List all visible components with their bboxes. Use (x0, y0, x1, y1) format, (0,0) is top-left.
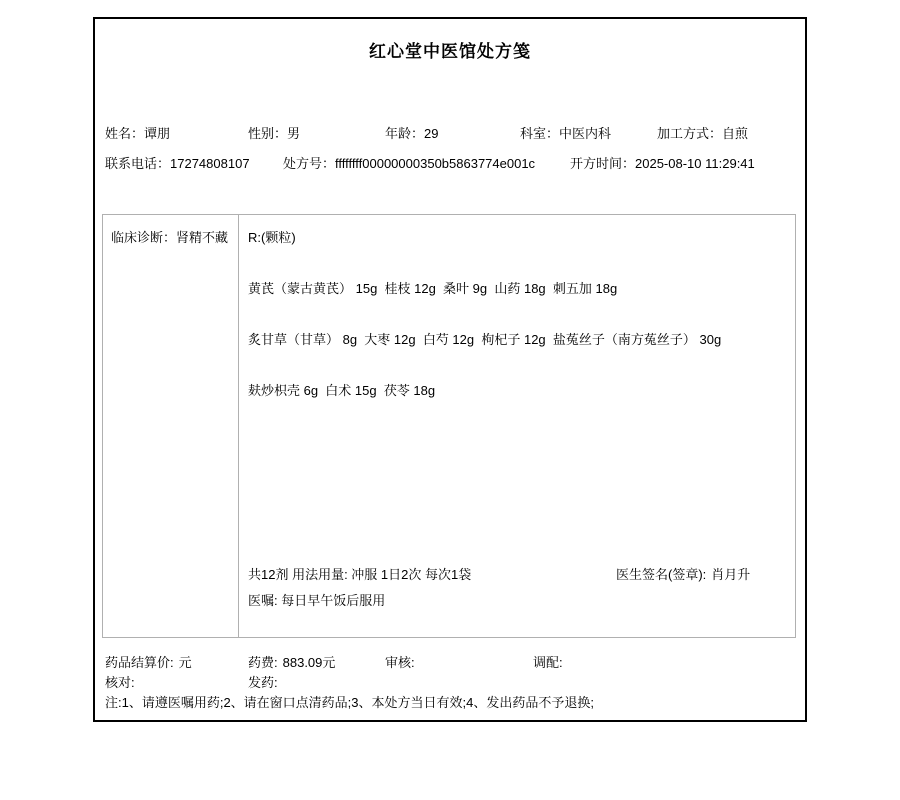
review-field: 审核: (385, 655, 415, 670)
medicine-line: 炙甘草（甘草） 8g 大枣 12g 白芍 12g 枸杞子 12g 盐菟丝子（南方菟丝子） 30g (248, 332, 722, 347)
check-field: 核对: (105, 675, 135, 690)
patient-age-label: 年龄： (385, 126, 425, 141)
patient-gender-label: 性别： (248, 126, 288, 141)
processing-method (657, 123, 748, 142)
medicine-fee (248, 652, 335, 671)
prescribe-time-value: 2025-08-10 11:29:41 (635, 156, 755, 171)
processing-method-value: 自煎 (722, 126, 749, 141)
patient-department (520, 123, 611, 142)
contact-phone (105, 153, 250, 172)
patient-gender (248, 123, 300, 142)
medicine-fee-label: 药费: (248, 655, 278, 670)
contact-phone-value: 17274808107 (170, 156, 250, 171)
diagnosis-column (103, 215, 239, 637)
dosage-row (248, 564, 786, 583)
processing-method-label: 加工方式： (657, 126, 723, 141)
patient-name-label: 姓名： (105, 126, 145, 141)
medical-advice: 医嘱: 每日早午饭后服用 (248, 593, 386, 608)
settle-price-label: 药品结算价: (105, 655, 174, 670)
patient-age-value: 29 (424, 126, 439, 141)
patient-gender-value: 男 (287, 126, 301, 141)
dispense-field: 调配: (533, 655, 563, 670)
prescribe-time-label: 开方时间： (570, 156, 636, 171)
contact-phone-label: 联系电话： (105, 156, 171, 171)
patient-name (105, 123, 170, 142)
patient-age (385, 123, 438, 142)
patient-department-value: 中医内科 (559, 126, 612, 141)
medicine-column (239, 215, 795, 637)
doctor-signature (616, 564, 750, 583)
patient-department-label: 科室： (520, 126, 560, 141)
patient-name-value: 谭朋 (144, 126, 171, 141)
clinical-diagnosis-value: 肾精不藏 (176, 230, 229, 245)
dosage-usage: 共12剂 用法用量: 冲服 1日2次 每次1袋 (248, 567, 472, 582)
clinical-diagnosis (111, 230, 228, 245)
prescription-number-label: 处方号： (283, 156, 336, 171)
footer-note: 注:1、请遵医嘱用药;2、请在窗口点清药品;3、本处方当日有效;4、发出药品不予退换; (105, 695, 594, 710)
doctor-signature-label: 医生签名(签章): (616, 567, 707, 582)
page-title: 红心堂中医馆处方笺 (369, 42, 531, 61)
medicine-fee-value: 883.09元 (282, 655, 336, 670)
spacer (248, 399, 786, 564)
medicine-line: 麸炒枳壳 6g 白术 15g 茯苓 18g (248, 383, 436, 398)
prescribe-time (570, 153, 755, 172)
prescription-number (283, 153, 535, 172)
rx-form-header: R:(颗粒) (248, 230, 296, 245)
medicine-line: 黄芪（蒙古黄芪） 15g 桂枝 12g 桑叶 9g 山药 18g 刺五加 18g (248, 281, 618, 296)
prescription-box (102, 214, 796, 638)
doctor-signature-name: 肖月升 (711, 567, 751, 582)
settle-price (105, 652, 192, 671)
prescription-number-value: ffffffff00000000350b5863774e001c (335, 156, 536, 171)
clinical-diagnosis-label: 临床诊断： (111, 230, 177, 245)
prescription-sheet (93, 17, 807, 722)
settle-price-value: 元 (178, 655, 192, 670)
issue-field: 发药: (248, 675, 278, 690)
